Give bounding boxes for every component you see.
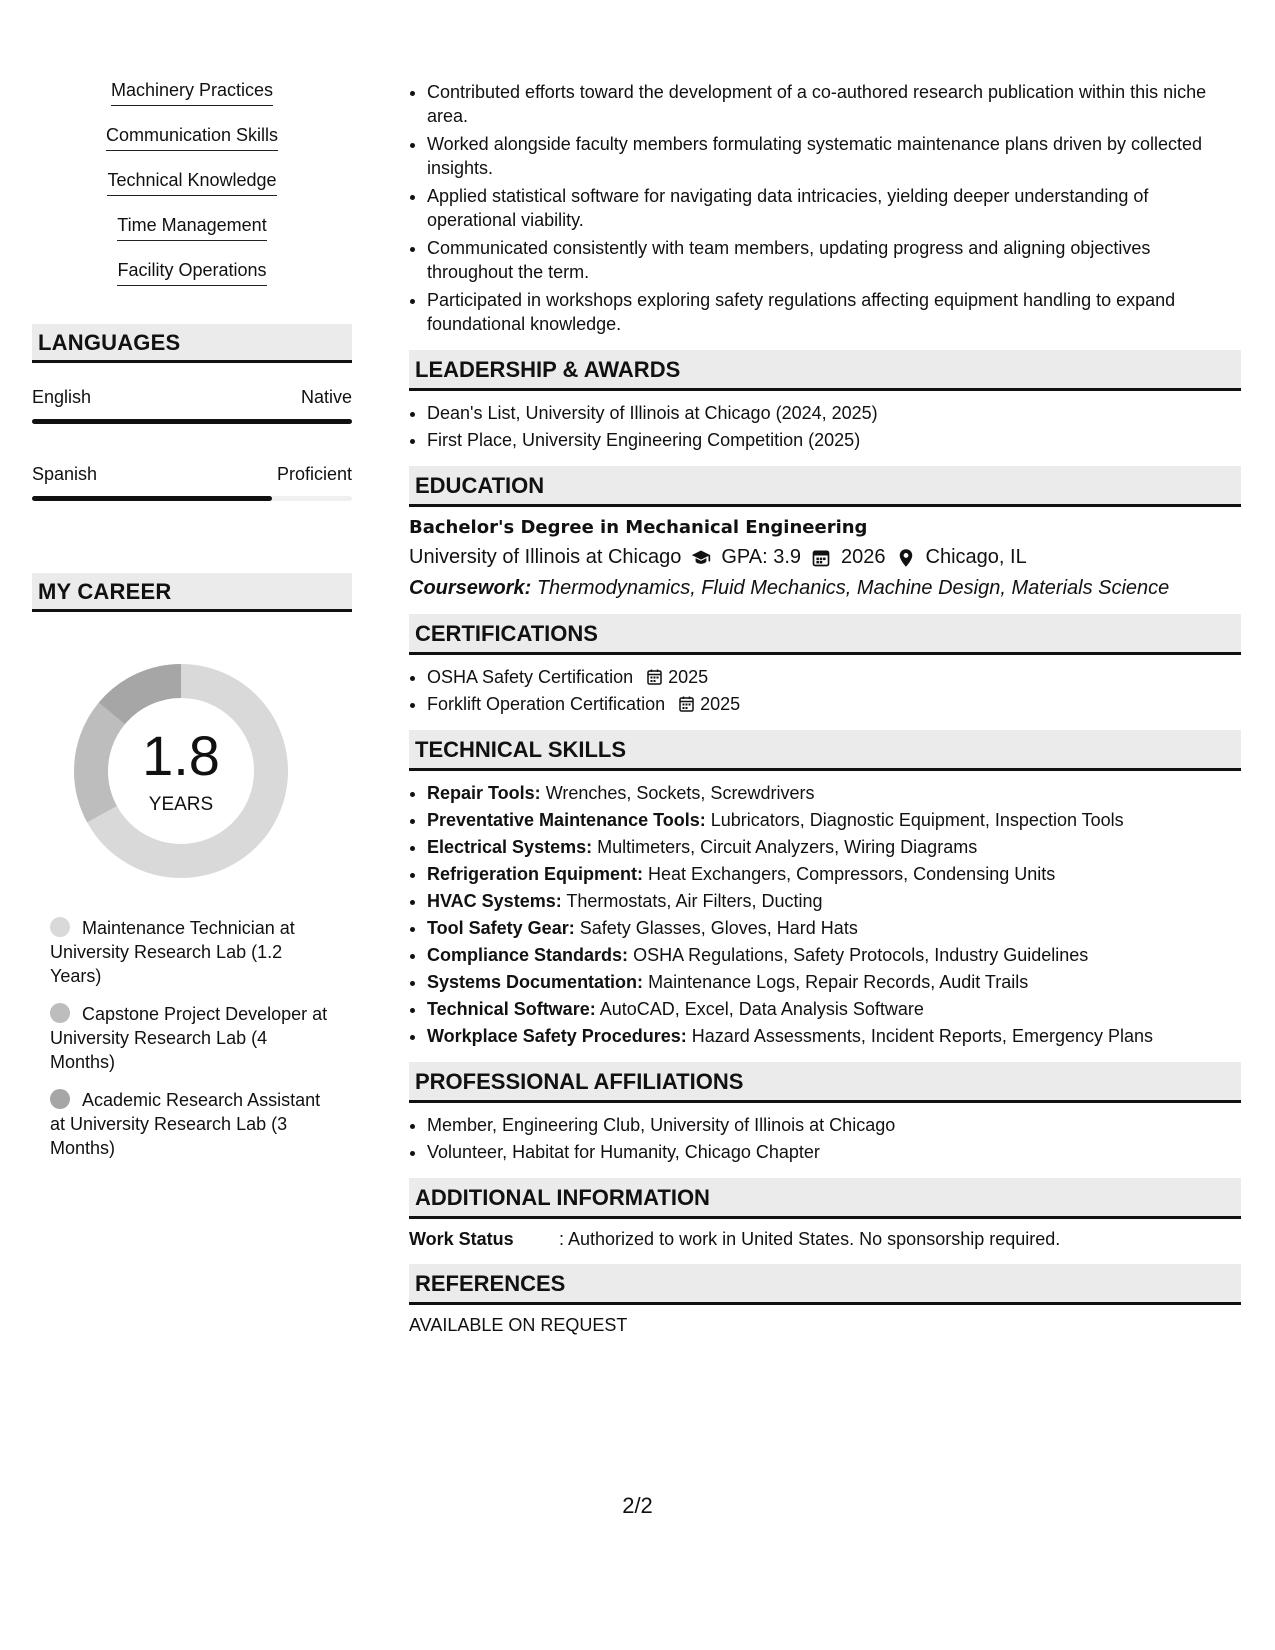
skill-item: Facility Operations [32,260,352,286]
calendar-icon [679,696,694,712]
experience-bullet: • Contributed efforts toward the development of a co-authored research publication within this niche area. [427,80,1241,128]
references-heading: REFERENCES [409,1264,1241,1305]
leadership-heading: LEADERSHIP & AWARDS [409,350,1241,391]
technical-skill-item: • Workplace Safety Procedures: Hazard Assessments, Incident Reports, Emergency Plans [427,1024,1241,1048]
leadership-list [409,401,1241,452]
school-name: University of Illinois at Chicago [409,546,682,568]
leadership-item: • Dean's List, University of Illinois at Chicago (2024, 2025) [427,401,1241,425]
education-details [409,546,1241,569]
language-level-bar [32,419,352,424]
affiliations-heading: PROFESSIONAL AFFILIATIONS [409,1062,1241,1103]
affiliation-item: • Volunteer, Habitat for Humanity, Chicago Chapter [427,1140,1241,1164]
affiliation-item: • Member, Engineering Club, University of Illinois at Chicago [427,1113,1241,1137]
certification-year: 2025 [700,694,741,714]
gpa: GPA: 3.9 [721,546,802,568]
work-status-label: Work Status [409,1229,514,1249]
experience-bullet: • Worked alongside faculty members formulating systematic maintenance plans driven by collected insights. [427,132,1241,180]
technical-skill-item: • Systems Documentation: Maintenance Logs, Repair Records, Audit Trails [427,970,1241,994]
technical-skill-item: • Preventative Maintenance Tools: Lubricators, Diagnostic Equipment, Inspection Tools [427,808,1241,832]
technical-skill-item: • Tool Safety Gear: Safety Glasses, Gloves, Hard Hats [427,916,1241,940]
language-name: Spanish [32,464,98,484]
language-level-bar [32,496,352,501]
language-item [32,387,352,424]
language-level-fill [32,419,352,424]
technical-skill-item: • Electrical Systems: Multimeters, Circuit Analyzers, Wiring Diagrams [427,835,1241,859]
school-location: Chicago, IL [925,546,1027,568]
certification-item: • OSHA Safety Certification 2025 [427,665,1241,689]
technical-skill-item: • Repair Tools: Wrenches, Sockets, Screwdrivers [427,781,1241,805]
skill-item: Machinery Practices [32,80,352,106]
language-name: English [32,387,92,407]
career-legend-dot [50,917,70,937]
coursework-list: Thermodynamics, Fluid Mechanics, Machine Design, Materials Science [536,577,1170,599]
skill-item: Technical Knowledge [32,170,352,196]
work-status-row [409,1229,1241,1250]
certifications-list [409,665,1241,716]
certification-item: • Forklift Operation Certification 2025 [427,692,1241,716]
references-text: AVAILABLE ON REQUEST [409,1315,628,1335]
experience-bullets [409,80,1241,336]
languages-heading: LANGUAGES [32,324,352,363]
technical-skill-item: • Refrigeration Equipment: Heat Exchangers, Compressors, Condensing Units [427,862,1241,886]
work-status-value: : Authorized to work in United States. No sponsorship required. [559,1229,1061,1249]
technical-skills-list [409,781,1241,1048]
technical-skill-item: • HVAC Systems: Thermostats, Air Filters, Ducting [427,889,1241,913]
career-legend [50,916,330,1160]
graduation-cap-icon [691,548,711,568]
additional-info-heading: ADDITIONAL INFORMATION [409,1178,1241,1219]
technical-skill-item: • Compliance Standards: OSHA Regulations, Safety Protocols, Industry Guidelines [427,943,1241,967]
coursework-label: Coursework: [409,577,532,599]
calendar-icon [811,548,831,568]
calendar-icon [647,669,662,685]
graduation-year: 2026 [841,546,886,568]
language-level-fill [32,496,272,501]
language-level: Native [300,387,352,407]
career-total-years: 1.8 [142,724,220,787]
certification-year: 2025 [668,667,709,687]
technical-skill-item: • Technical Software: AutoCAD, Excel, Data Analysis Software [427,997,1241,1021]
career-legend-item: Capstone Project Developer at University Research Lab (4 Months) [50,1004,328,1072]
certifications-heading: CERTIFICATIONS [409,614,1241,655]
skill-item: Time Management [32,215,352,241]
languages-section [32,387,352,501]
affiliations-list [409,1113,1241,1164]
technical-skills-heading: TECHNICAL SKILLS [409,730,1241,771]
coursework [409,577,1241,600]
skill-item: Communication Skills [32,125,352,151]
career-heading: MY CAREER [32,573,352,612]
experience-bullet: • Applied statistical software for navigating data intricacies, yielding deeper understanding of operational viability. [427,184,1241,232]
leadership-item: • First Place, University Engineering Competition (2025) [427,428,1241,452]
career-legend-item: Academic Research Assistant at University Research Lab (3 Months) [50,1090,321,1158]
language-item [32,464,352,501]
career-legend-dot [50,1089,70,1109]
right-column [409,80,1241,1336]
skill-list [32,80,352,286]
career-total-unit: YEARS [148,794,214,815]
career-legend-dot [50,1003,70,1023]
career-donut-chart [66,656,296,886]
experience-bullet: • Participated in workshops exploring safety regulations affecting equipment handling to expand foundational knowledge. [427,288,1241,336]
left-column [32,80,352,1174]
career-legend-item: Maintenance Technician at University Research Lab (1.2 Years) [50,918,295,986]
education-heading: EDUCATION [409,466,1241,507]
page-number: 2/2 [622,1493,653,1518]
degree-title: Bachelor's Degree in Mechanical Engineering [409,517,868,538]
location-pin-icon [896,548,916,568]
experience-bullet: • Communicated consistently with team members, updating progress and aligning objectives throughout the term. [427,236,1241,284]
language-level: Proficient [276,464,352,484]
